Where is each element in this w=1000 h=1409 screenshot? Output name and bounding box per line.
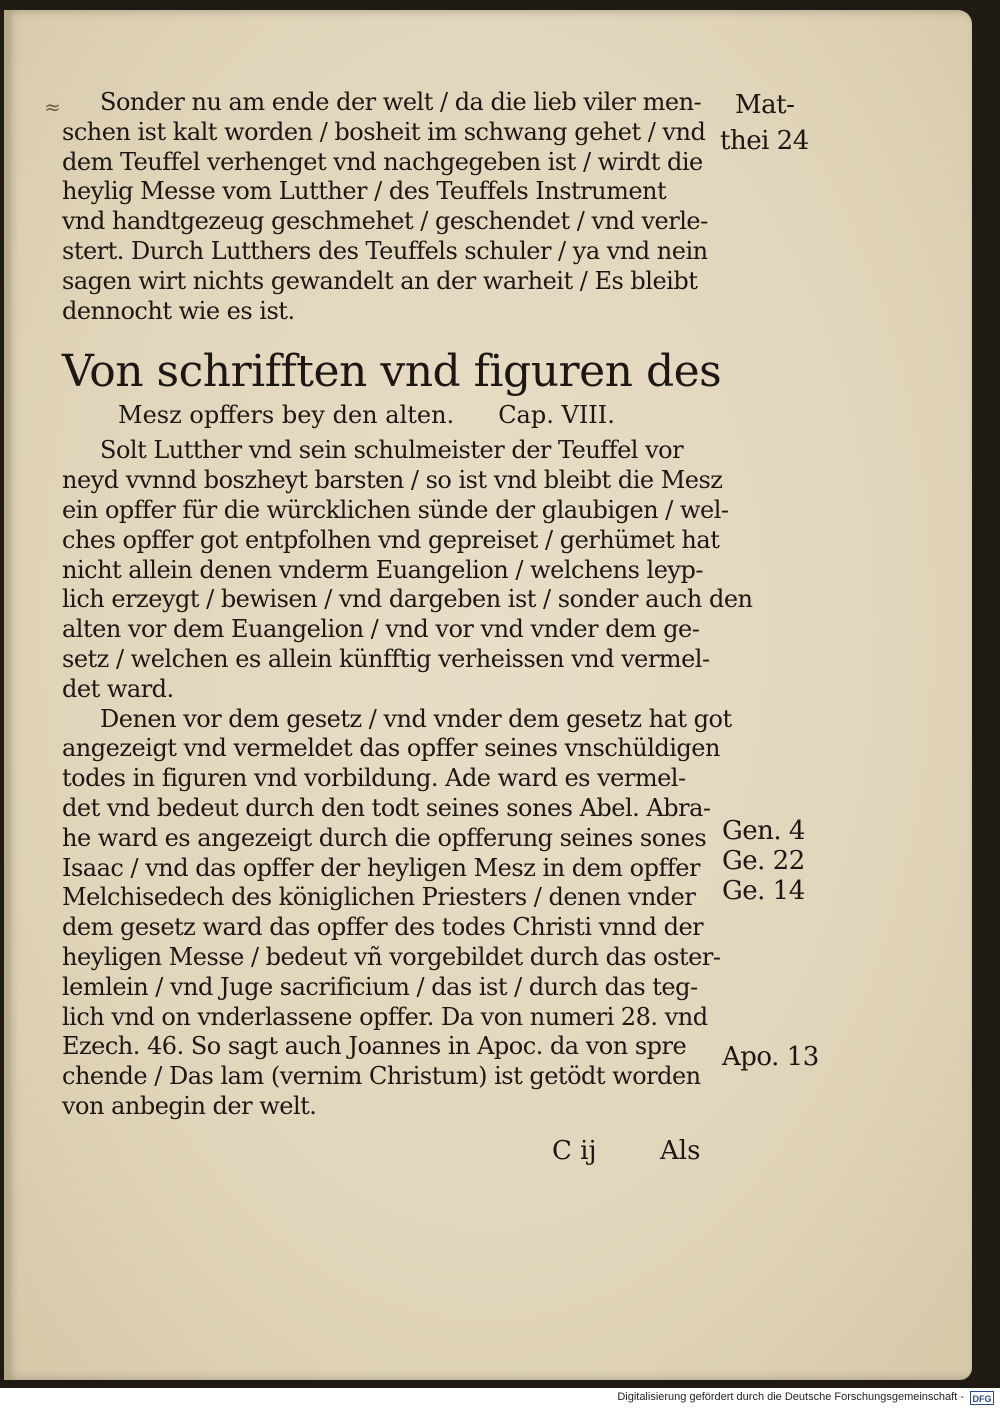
text-line: Solt Lutther vnd sein schulmeister der Teuffel vor [100,436,684,465]
main-text [62,88,753,1122]
text-line: ches opffer got entpfolhen vnd gepreiset / gerhümet hat [62,525,720,554]
text-line: Melchisedech des königlichen Priesters / denen vnder [62,883,696,912]
text-line: he ward es angezeigt durch die opfferung seines sones [62,823,707,852]
text-line: vnd handtgezeug geschmehet / geschendet / vnd verle- [62,207,708,236]
corner-ornament: ≈ [44,95,61,119]
paragraph-bottom [62,436,753,1121]
catchword: Als [660,1136,701,1166]
chapter-subheading [62,398,722,432]
subheading-text: Mesz opffers bey den alten. [118,401,455,430]
margin-note-matthei-24: thei 24 [720,126,809,156]
text-line: sagen wirt nichts gewandelt an der warheit / Es bleibt [62,266,698,295]
dfg-logo-icon: DFG [970,1391,994,1405]
margin-note-gen-4: Gen. 4 [722,816,805,846]
text-line: Ezech. 46. So sagt auch Joannes in Apoc. da von spre [62,1032,687,1061]
text-line: det ward. [62,674,174,703]
chapter-number: Cap. VIII. [498,401,615,430]
text-line: von anbegin der welt. [62,1091,317,1120]
text-line: neyd vvnnd boszheyt barsten / so ist vnd bleibt die Mesz [62,466,723,495]
text-line: Denen vor dem gesetz / vnd vnder dem gesetz hat got [100,704,732,733]
page-gutter-shadow [4,10,12,1380]
text-line: lemlein / vnd Juge sacrificium / das ist / durch das teg- [62,972,698,1001]
margin-note-matthei: Mat- [735,90,795,120]
chapter-heading: Von schrifften vnd figuren des [62,346,722,398]
text-line: heyligen Messe / bedeut vñ vorgebildet durch das oster- [62,942,721,971]
text-line: Sonder nu am ende der welt / da die lieb viler men- [100,88,702,116]
text-line: dem gesetz ward das opffer des todes Christi vnnd der [62,913,704,942]
text-line: Isaac / vnd das opffer der heyligen Mesz in dem opffer [62,853,700,882]
text-line: angezeigt vnd vermeldet das opffer seines vnschüldigen [62,734,720,763]
margin-note-gen-22: Ge. 22 [722,846,805,876]
text-line: dem Teuffel verhenget vnd nachgegeben ist / wirdt die [62,147,703,176]
text-line: todes in figuren vnd vorbildung. Ade ward es vermel- [62,764,686,793]
text-line: stert. Durch Lutthers des Teuffels schuler / ya vnd nein [62,236,708,265]
text-line: alten vor dem Euangelion / vnd vor vnd vnder dem ge- [62,615,700,644]
text-line: lich vnd on vnderlassene opffer. Da von numeri 28. vnd [62,1002,708,1031]
text-line: dennocht wie es ist. [62,296,295,325]
margin-note-apo-13: Apo. 13 [722,1042,819,1072]
text-line: det vnd bedeut durch den todt seines sones Abel. Abra- [62,793,711,822]
text-line: nicht allein denen vnderm Euangelion / welchens leyp- [62,555,703,584]
text-line: chende / Das lam (vernim Christum) ist getödt worden [62,1062,701,1091]
text-line: setz / welchen es allein künfftig verheissen vnd vermel- [62,644,710,673]
text-line: schen ist kalt worden / bosheit im schwang gehet / vnd [62,117,706,146]
text-line: ein opffer für die würcklichen sünde der glaubigen / wel- [62,495,729,524]
credit-bar [0,1388,1000,1409]
credit-text: Digitalisierung gefördert durch die Deutsche Forschungsgemeinschaft - [617,1391,964,1403]
paragraph-top [62,88,722,326]
text-line: lich erzeygt / bewisen / vnd dargeben ist / sonder auch den [62,585,753,614]
signature-mark: C ij [552,1136,597,1166]
margin-note-gen-14: Ge. 14 [722,876,805,906]
text-line: heylig Messe vom Lutther / des Teuffels Instrument [62,177,667,206]
